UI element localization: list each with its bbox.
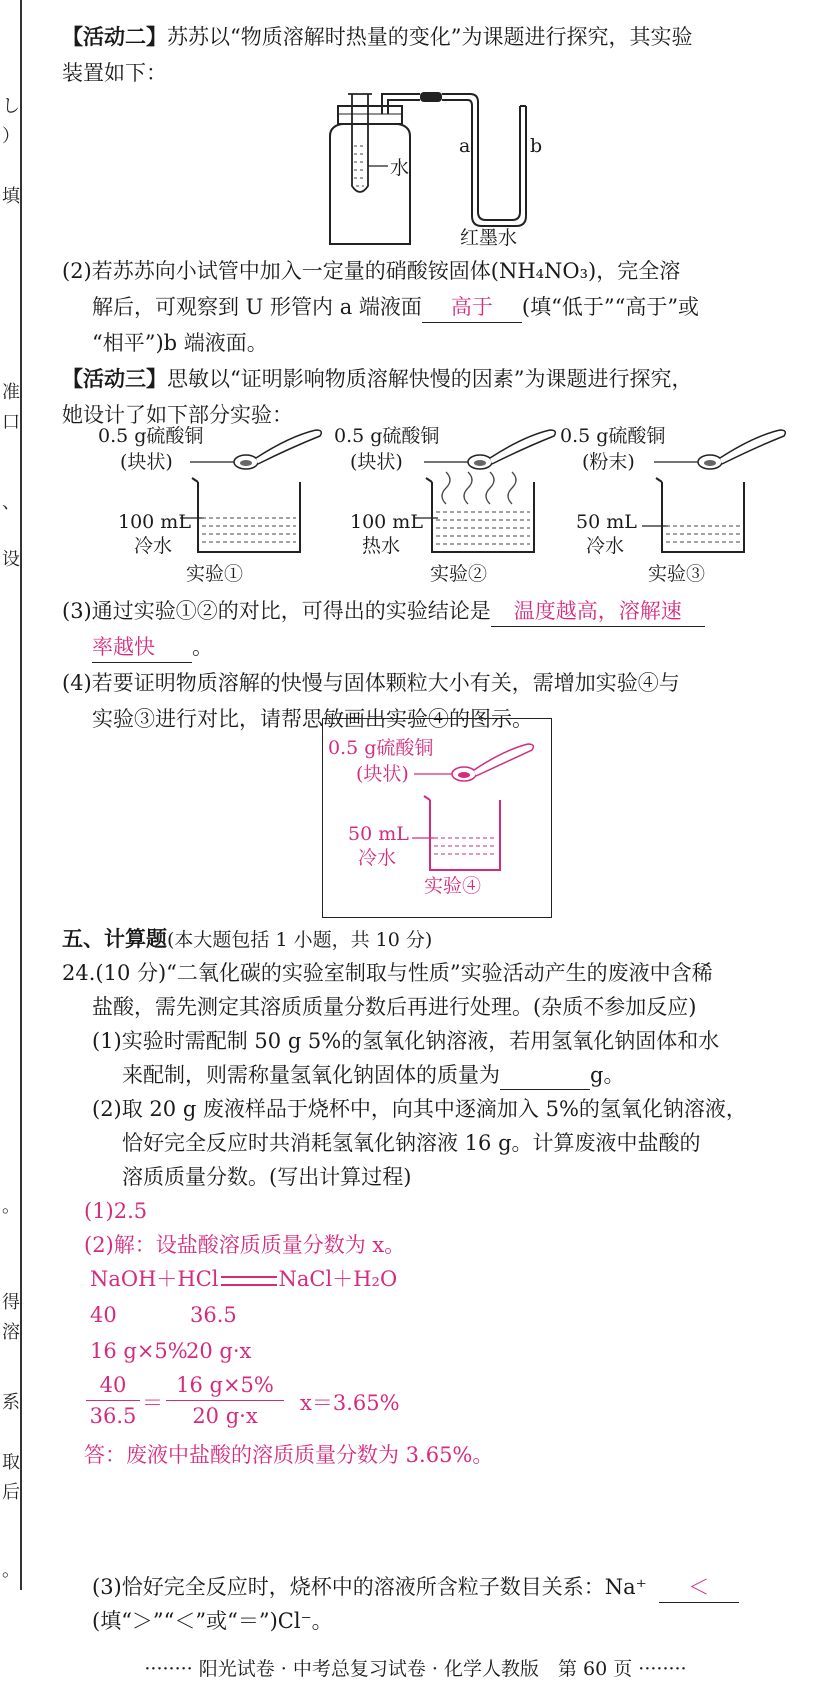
margin-char: ） <box>2 126 20 147</box>
exp3-figure <box>654 420 794 560</box>
frac1 <box>86 1370 140 1431</box>
value-naoh: 16 g×5% <box>90 1339 188 1363</box>
q24-2-line1: (2)取 20 g 废液样品于烧杯中，向其中逐滴加入 5%的氢氧化钠溶液， <box>92 1097 747 1121</box>
answer-equation <box>90 1264 397 1294</box>
frac2 <box>166 1370 284 1431</box>
exp4-form: (块状) <box>356 763 409 785</box>
margin-char: 。 <box>2 1196 20 1217</box>
activity3-q3-end: 。 <box>192 635 213 659</box>
eq-right: NaCl＋H₂O <box>278 1267 398 1291</box>
exp4-water: 冷水 <box>358 847 397 869</box>
answer-a1: (1)2.5 <box>84 1199 148 1223</box>
activity3-q4-line1: (4)若要证明物质溶解的快慢与固体颗粒大小有关，需增加实验④与 <box>62 671 680 695</box>
exp1-name: 实验① <box>186 563 244 585</box>
q24-2-line3: 溶质质量分数。(写出计算过程) <box>122 1165 412 1189</box>
activity3-q4-line2: 实验③进行对比，请帮思敏画出实验④的图示。 <box>92 707 533 731</box>
activity2-intro <box>62 22 692 52</box>
exp4-volume: 50 mL <box>348 823 409 845</box>
exp3-name: 实验③ <box>648 563 706 585</box>
q24-3-line1-pre: (3)恰好完全反应时，烧杯中的溶液所含粒子数目关系：Na⁺ <box>92 1575 647 1599</box>
q24-1-line2-pre: 来配制，则需称量氢氧化钠固体的质量为 <box>122 1063 500 1087</box>
q24-line1: 24.(10 分)“二氧化碳的实验室制取与性质”实验活动产生的废液中含稀 <box>62 961 713 985</box>
exp2-form: (块状) <box>350 451 403 473</box>
margin-char: 填 <box>2 186 20 207</box>
activity3-q3-answer-part1: 温度越高，溶解速 <box>491 596 705 627</box>
margin-char: 、 <box>2 492 20 513</box>
exp4-figure <box>418 732 548 882</box>
fig-label-water: 水 <box>390 157 410 179</box>
activity3-intro <box>62 364 692 394</box>
margin-char: し <box>2 96 20 117</box>
margin-char: 准 <box>2 382 20 403</box>
answer-conclusion: 答：废液中盐酸的溶质质量分数为 3.65%。 <box>84 1443 494 1467</box>
proportion-expression <box>86 1370 506 1438</box>
q24-1-line2 <box>122 1060 624 1090</box>
activity3-q3-line2 <box>92 632 213 663</box>
activity2-q2-line1: (2)若苏苏向小试管中加入一定量的硝酸铵固体(NH₄NO₃)，完全溶 <box>62 259 681 283</box>
exp2-water: 热水 <box>362 535 401 557</box>
activity2-intro-line2: 装置如下： <box>62 61 167 85</box>
frac2-num: 16 g×5% <box>176 1373 274 1397</box>
exp3-form: (粉末) <box>582 451 635 473</box>
activity3-q3-line1 <box>62 596 705 627</box>
q24-1-line1: (1)实验时需配制 50 g 5%的氢氧化钠溶液，若用氢氧化钠固体和水 <box>92 1029 720 1053</box>
eq-left: NaOH＋HCl <box>90 1267 219 1291</box>
margin-char: 后 <box>2 1482 20 1503</box>
margin-line <box>20 0 22 1590</box>
value-hcl: 20 g·x <box>186 1339 252 1363</box>
proportion-result: x＝3.65% <box>300 1391 400 1415</box>
frac2-den: 20 g·x <box>192 1404 258 1428</box>
fig-label-b: b <box>530 135 543 157</box>
frac1-den: 36.5 <box>89 1404 137 1428</box>
exp3-solid: 0.5 g硫酸铜 <box>560 425 666 447</box>
activity2-q2-line2-pre: 解后，可观察到 U 形管内 a 端液面 <box>92 295 422 319</box>
proportion-eqsign: ＝ <box>142 1391 163 1415</box>
exp2-figure <box>424 420 564 560</box>
frac1-num: 40 <box>99 1373 127 1397</box>
margin-char: 得 <box>2 1292 20 1313</box>
mass-40: 40 <box>90 1303 117 1327</box>
section5-title <box>62 924 432 955</box>
mass-36-5: 36.5 <box>190 1303 237 1327</box>
activity3-q3-pre: (3)通过实验①②的对比，可得出的实验结论是 <box>62 599 491 623</box>
margin-char: 溶 <box>2 1322 20 1343</box>
activity2-intro-line1: 苏苏以“物质溶解时热量的变化”为课题进行探究，其实验 <box>167 25 693 49</box>
activity2-q2-line2-post: (填“低于”“高于”或 <box>521 295 700 319</box>
activity3-q3-answer-part2: 率越快 <box>92 632 192 663</box>
exp1-form: (块状) <box>120 451 173 473</box>
q24-3-line2: (填“＞”“＜”或“＝”)Cl⁻。 <box>92 1609 333 1633</box>
exp3-water: 冷水 <box>586 535 625 557</box>
exp2-volume: 100 mL <box>350 511 423 533</box>
activity2-q2-line2 <box>92 292 699 323</box>
exp3-volume: 50 mL <box>576 511 637 533</box>
q24-line2: 盐酸，需先测定其溶质质量分数后再进行处理。(杂质不参加反应) <box>92 995 697 1019</box>
activity3-heading: 【活动三】 <box>62 367 167 391</box>
section5-heading: 五、计算题 <box>62 927 167 951</box>
margin-char: 取 <box>2 1452 20 1473</box>
q24-3-answer: ＜ <box>659 1572 739 1603</box>
fig-label-a: a <box>459 135 471 157</box>
apparatus-figure <box>320 86 560 256</box>
q24-2-line2: 恰好完全反应时共消耗氢氧化钠溶液 16 g。计算废液中盐酸的 <box>122 1131 701 1155</box>
exp4-name: 实验④ <box>424 875 482 897</box>
exp1-solid: 0.5 g硫酸铜 <box>98 425 204 447</box>
exp1-volume: 100 mL <box>118 511 191 533</box>
activity3-intro-line1: 思敏以“证明影响物质溶解快慢的因素”为课题进行探究， <box>167 367 693 391</box>
activity2-q2-answer: 高于 <box>422 292 522 323</box>
q24-1-blank <box>500 1065 590 1090</box>
q24-1-line2-post: g。 <box>590 1063 625 1087</box>
margin-char: 系 <box>2 1392 20 1413</box>
exp2-solid: 0.5 g硫酸铜 <box>334 425 440 447</box>
margin-char: 设 <box>2 549 20 570</box>
exp1-water: 冷水 <box>134 535 173 557</box>
margin-char: 口 <box>2 412 20 433</box>
section5-note: (本大题包括 1 小题，共 10 分) <box>167 929 433 951</box>
exp2-name: 实验② <box>430 563 488 585</box>
fig-label-ink: 红墨水 <box>460 227 518 249</box>
q24-3-line1 <box>92 1572 739 1603</box>
eq-double-line <box>221 1276 277 1286</box>
exp4-solid: 0.5 g硫酸铜 <box>328 737 434 759</box>
exp1-figure <box>190 420 330 560</box>
answer-a2: (2)解：设盐酸溶质质量分数为 x。 <box>84 1233 406 1257</box>
margin-char: 。 <box>2 1560 20 1581</box>
activity3-intro-line2: 她设计了如下部分实验： <box>62 403 293 427</box>
activity2-heading: 【活动二】 <box>62 25 167 49</box>
page-footer: ········ 阳光试卷 · 中考总复习试卷 · 化学人教版 第 60 页 ········ <box>144 1658 687 1680</box>
activity2-q2-line3: “相平”)b 端液面。 <box>92 331 268 355</box>
